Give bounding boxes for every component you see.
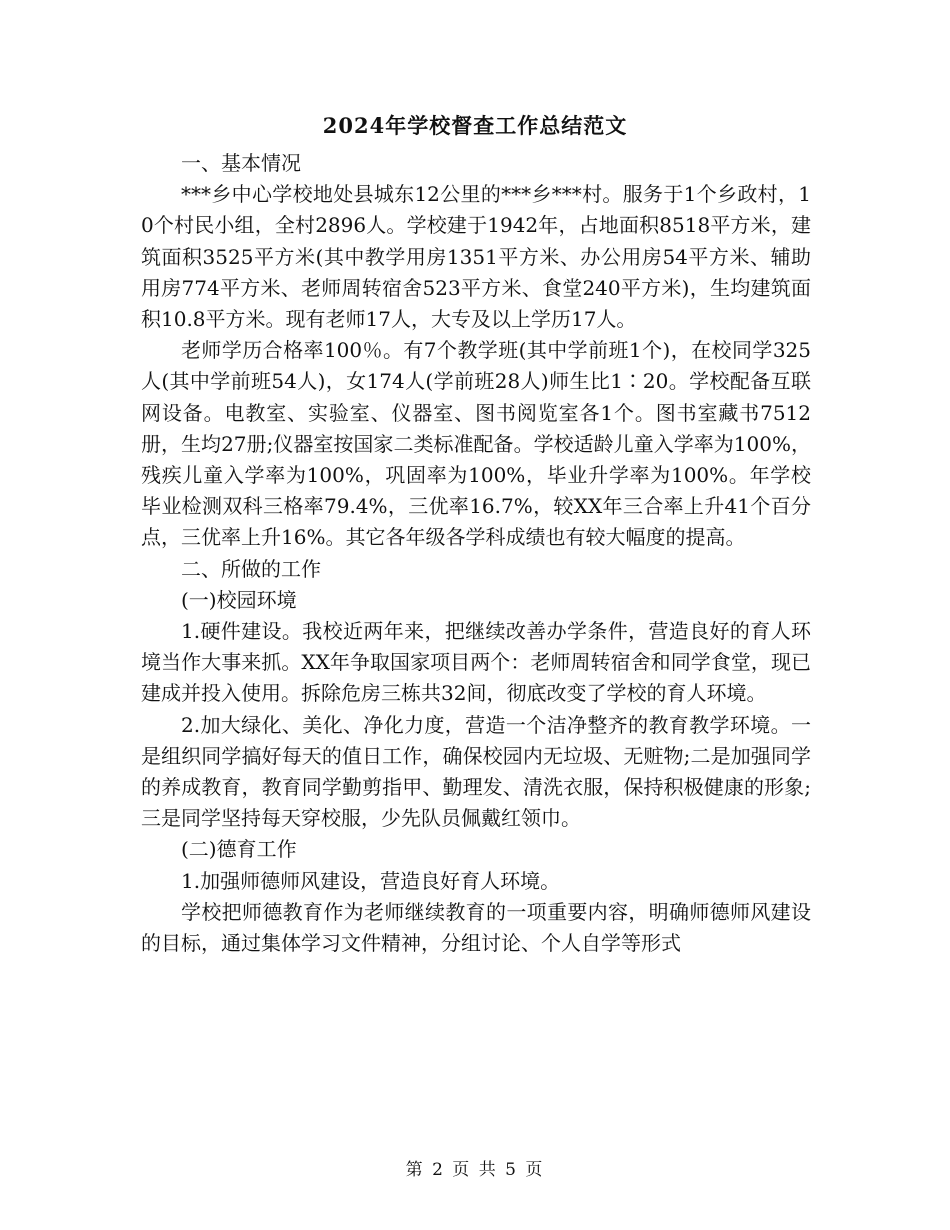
paragraph-teacher-ethics-body: 学校把师德教育作为老师继续教育的一项重要内容，明确师德师风建设的目标，通过集体学习文件精神，分组讨论、个人自学等形式 — [141, 899, 811, 956]
paragraph-teacher-ethics-heading: 1.加强师德师风建设，营造良好育人环境。 — [181, 868, 561, 893]
section-heading-work-done: 二、所做的工作 — [181, 556, 321, 581]
paragraph-school-overview: ***乡中心学校地处县城东12公里的***乡***村。服务于1个乡政村，10个村民小组，全村2896人。学校建于1942年，占地面积8518平方米，建筑面积3525平方米(其中教学用房1351平方米、办公用房54平方米、辅助用房774平方米、老师周转宿舍523平方米、食堂240平方米)，生均建筑面积10.8平方米。现有老师17人，大专及以上学历17人。 — [141, 182, 811, 332]
paragraph-teacher-stats: 老师学历合格率100％。有7个教学班(其中学前班1个)，在校同学325人(其中学前班54人)，女174人(学前班28人)师生比1∶20。学校配备互联网设备。电教室、实验室、仪器室、图书阅览室各1个。图书室藏书7512册，生均27册;仪器室按国家二类标准配备。学校适龄儿童入学率为100%，残疾儿童入学率为100%，巩固率为100%，毕业升学率为100%。年学校毕业检测双科三格率79.4%，三优率16.7%，较XX年三合率上升41个百分点，三优率上升16%。其它各年级各学科成绩也有较大幅度的提高。 — [141, 338, 811, 550]
paragraph-greening: 2.加大绿化、美化、净化力度，营造一个洁净整齐的教育教学环境。一是组织同学搞好每天的值日工作，确保校园内无垃圾、无赃物;二是加强同学的养成教育，教育同学勤剪指甲、勤理发、清洗衣服，保持积极健康的形象;三是同学坚持每天穿校服，少先队员佩戴红领巾。 — [141, 712, 811, 831]
page-number: 第 2 页 共 5 页 — [405, 1160, 545, 1180]
document-body — [141, 148, 811, 959]
document-title: 2024年学校督查工作总结范文 — [322, 113, 628, 138]
subsection-heading-moral-education: (二)德育工作 — [181, 837, 297, 862]
paragraph-hardware-construction: 1.硬件建设。我校近两年来，把继续改善办学条件，营造良好的育人环境当作大事来抓。XX年争取国家项目两个：老师周转宿舍和同学食堂，现已建成并投入使用。拆除危房三栋共32间，彻底改变了学校的育人环境。 — [141, 619, 811, 706]
section-heading-basic-info: 一、基本情况 — [181, 151, 301, 175]
subsection-heading-campus-environment: (一)校园环境 — [181, 587, 297, 612]
